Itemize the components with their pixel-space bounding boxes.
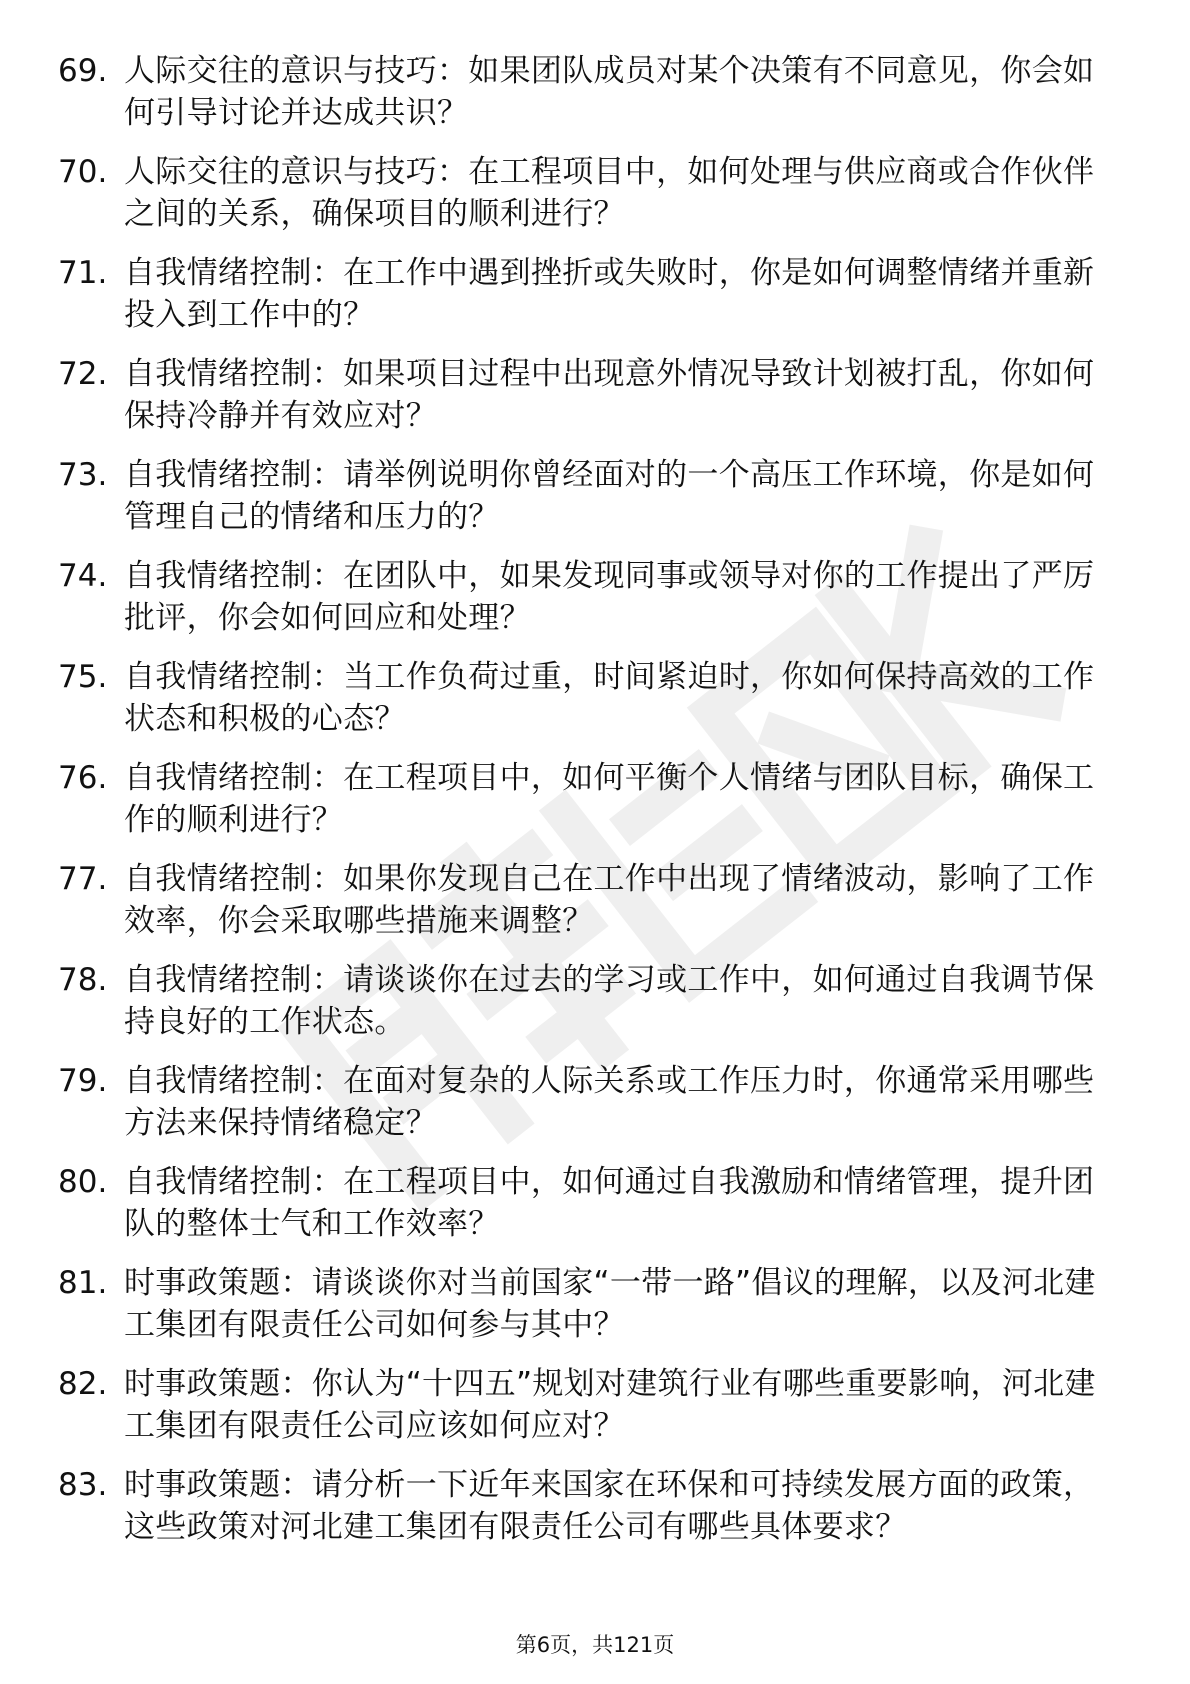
question-number: 74. [58,558,108,594]
question-number: 77. [58,861,108,897]
question-item-77 [58,858,1118,959]
question-number: 70. [58,154,108,190]
question-item-80 [58,1161,1118,1262]
question-number: 80. [58,1164,108,1200]
question-number: 75. [58,659,108,695]
question-number: 73. [58,457,108,493]
question-item-70 [58,151,1118,252]
question-text: 时事政策题：请谈谈你对当前国家“一带一路”倡议的理解，以及河北建工集团有限责任公司如何参与其中？ [124,1265,1096,1343]
question-number: 78. [58,962,108,998]
question-item-72 [58,353,1118,454]
question-text: 人际交往的意识与技巧：如果团队成员对某个决策有不同意见，你会如何引导讨论并达成共识？ [124,53,1095,131]
question-text: 自我情绪控制：当工作负荷过重，时间紧迫时，你如何保持高效的工作状态和积极的心态？ [124,659,1095,737]
question-number: 71. [58,255,108,291]
question-item-83 [58,1464,1118,1565]
question-text: 自我情绪控制：在工程项目中，如何通过自我激励和情绪管理，提升团队的整体士气和工作效率？ [124,1164,1095,1242]
question-list [58,50,1118,1565]
question-number: 72. [58,356,108,392]
question-number: 76. [58,760,108,796]
question-text: 人际交往的意识与技巧：在工程项目中，如何处理与供应商或合作伙伴之间的关系，确保项目的顺利进行？ [124,154,1095,232]
question-item-71 [58,252,1118,353]
question-item-69 [58,50,1118,151]
question-text: 自我情绪控制：在面对复杂的人际关系或工作压力时，你通常采用哪些方法来保持情绪稳定？ [124,1063,1095,1141]
question-text: 自我情绪控制：在工程项目中，如何平衡个人情绪与团队目标，确保工作的顺利进行？ [124,760,1095,838]
question-item-73 [58,454,1118,555]
question-text: 时事政策题：你认为“十四五”规划对建筑行业有哪些重要影响，河北建工集团有限责任公司应该如何应对？ [124,1366,1096,1444]
question-text: 自我情绪控制：如果你发现自己在工作中出现了情绪波动，影响了工作效率，你会采取哪些措施来调整？ [124,861,1095,939]
question-number: 81. [58,1265,108,1301]
question-item-75 [58,656,1118,757]
question-number: 82. [58,1366,108,1402]
question-text: 自我情绪控制：请举例说明你曾经面对的一个高压工作环境，你是如何管理自己的情绪和压力的？ [124,457,1095,535]
question-number: 79. [58,1063,108,1099]
question-number: 83. [58,1467,108,1503]
question-item-79 [58,1060,1118,1161]
question-text: 自我情绪控制：如果项目过程中出现意外情况导致计划被打乱，你如何保持冷静并有效应对？ [124,356,1095,434]
question-item-76 [58,757,1118,858]
question-text: 自我情绪控制：在工作中遇到挫折或失败时，你是如何调整情绪并重新投入到工作中的？ [124,255,1095,333]
question-item-81 [58,1262,1118,1363]
question-text: 自我情绪控制：请谈谈你在过去的学习或工作中，如何通过自我调节保持良好的工作状态。 [124,962,1095,1040]
question-number: 69. [58,53,108,89]
question-item-74 [58,555,1118,656]
question-item-78 [58,959,1118,1060]
question-text: 自我情绪控制：在团队中，如果发现同事或领导对你的工作提出了严厉批评，你会如何回应和处理？ [124,558,1095,636]
question-text: 时事政策题：请分析一下近年来国家在环保和可持续发展方面的政策，这些政策对河北建工集团有限责任公司有哪些具体要求？ [124,1467,1095,1545]
page-number-label: 第6页，共121页 [515,1633,675,1657]
page-footer [0,1630,1190,1660]
question-item-82 [58,1363,1118,1464]
